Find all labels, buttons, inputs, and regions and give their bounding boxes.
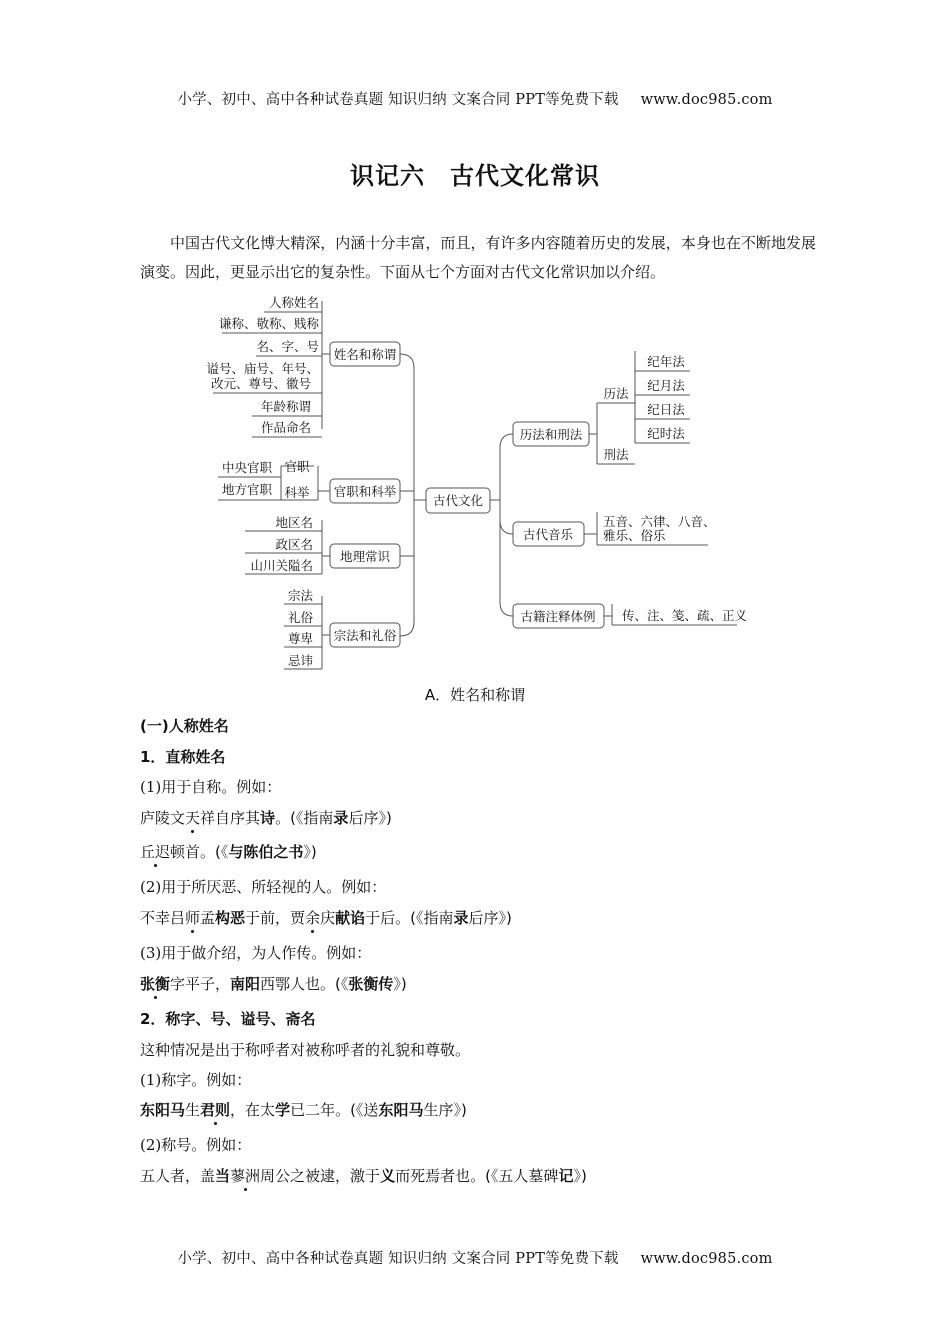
example-line <box>140 1099 820 1120</box>
leaf-label: 地方官职 <box>221 482 273 497</box>
text-run: 于前， <box>245 909 291 927</box>
paragraph: (1)称字。例如： <box>140 1071 252 1089</box>
leaf-label: 纪月法 <box>647 378 685 393</box>
branch-label: 官职和科举 <box>333 484 397 499</box>
text-run: 而死焉者也。(《五人墓碑 <box>395 1167 559 1185</box>
leaf-label: 传、注、笺、疏、正义 <box>622 608 748 623</box>
text-run: 顿首。(《 <box>170 843 229 861</box>
text-run: 》) <box>573 1167 587 1185</box>
text-run: 构恶 <box>215 909 246 927</box>
text-run: 西鄂人也。(《 <box>260 975 349 993</box>
text-run: 献谄 <box>335 909 366 927</box>
leaf-label: 改元、尊号、徽号 <box>210 376 311 391</box>
text-run: 五人者，盖 <box>140 1167 216 1185</box>
text-run: 南阳 <box>230 975 261 993</box>
text-run: 与陈伯之书 <box>228 843 304 861</box>
branch-label: 地理常识 <box>339 549 391 564</box>
section-heading-a: A．姓名和称谓 <box>424 686 526 704</box>
text-run: 庐陵 <box>140 809 171 827</box>
text-run: 于后。(《指南 <box>365 909 454 927</box>
text-run: 生 <box>185 1101 201 1119</box>
leaf-label: 五音、六律、八音、 <box>603 514 716 529</box>
leaf-label: 政区名 <box>275 537 313 552</box>
text-run: 录 <box>453 909 469 927</box>
leaf-label: 人称姓名 <box>268 295 319 310</box>
center-label: 古代文化 <box>432 493 484 508</box>
text-run: 后序》) <box>468 909 512 927</box>
leaf-label: 谥号、庙号、年号、 <box>206 361 319 376</box>
text-run: 。(《指南 <box>275 809 334 827</box>
paragraph: (2)用于所厌恶、所轻视的人。例如： <box>140 878 387 896</box>
text-run: 学 <box>275 1101 291 1119</box>
header-url[interactable]: www.doc985.com <box>640 92 773 108</box>
leaf-label: 山川关隘名 <box>250 558 313 573</box>
leaf-label: 尊卑 <box>287 631 313 646</box>
branch-label: 古代音乐 <box>522 527 574 542</box>
example-line <box>140 1165 820 1186</box>
example-line <box>140 973 820 994</box>
leaf-label: 中央官职 <box>221 460 273 475</box>
text-run: 张衡传 <box>348 975 394 993</box>
text-run: 当 <box>215 1167 231 1185</box>
text-run: 生序》) <box>423 1101 467 1119</box>
emphasis-run: 贾余庆 <box>290 909 336 927</box>
leaf-label: 礼俗 <box>287 610 313 625</box>
example-line <box>140 907 820 928</box>
example-line <box>140 841 820 862</box>
text-run: 自序其 <box>215 809 261 827</box>
text-run: 东阳马 <box>140 1101 186 1119</box>
emphasis-run: 文天祥 <box>170 809 216 827</box>
text-run: 诗 <box>260 809 276 827</box>
emphasis-run: 蓼洲 <box>230 1167 261 1185</box>
branch-label: 古籍注释体例 <box>520 609 596 624</box>
text-run: 东阳马 <box>378 1101 424 1119</box>
leaf-label: 谦称、敬称、贱称 <box>218 316 319 331</box>
text-run: 字平子， <box>170 975 231 993</box>
leaf-label: 名、字、号 <box>256 339 319 354</box>
text-run: ，在太 <box>230 1101 276 1119</box>
text-run: 》) <box>303 843 317 861</box>
leaf-label: 纪时法 <box>647 426 685 441</box>
branch-label: 历法和刑法 <box>519 427 583 442</box>
emphasis-run: 君则 <box>200 1101 231 1119</box>
heading-personal-names: (一)人称姓名 <box>140 717 229 735</box>
emphasis-run: 张衡 <box>140 975 171 993</box>
sub-label: 科举 <box>284 485 310 500</box>
leaf-label: 纪年法 <box>647 354 685 369</box>
text-run: 已二年。(《送 <box>290 1101 379 1119</box>
paragraph: (1)用于自称。例如： <box>140 778 282 796</box>
leaf-label: 纪日法 <box>647 402 685 417</box>
leaf-label: 忌讳 <box>287 653 313 668</box>
text-run: 录 <box>333 809 349 827</box>
emphasis-run: 吕师孟 <box>170 909 216 927</box>
header-text: 小学、初中、高中各种试卷真题 知识归纳 文案合同 PPT等免费下载 <box>177 92 619 108</box>
sub-label: 官职 <box>284 459 310 474</box>
sub-label: 刑法 <box>603 447 629 462</box>
sub-label: 历法 <box>603 386 629 401</box>
text-run: 义 <box>380 1167 396 1185</box>
leaf-label: 雅乐、俗乐 <box>603 528 666 543</box>
heading-courtesy-names: 2．称字、号、谥号、斋名 <box>140 1010 316 1028</box>
page-title: 识记六 古代文化常识 <box>350 162 600 190</box>
leaf-label: 年龄称谓 <box>260 399 311 414</box>
text-run: 不幸 <box>140 909 171 927</box>
text-run: 周公之被逮，激于 <box>260 1167 381 1185</box>
text-run: 》) <box>393 975 407 993</box>
branch-label: 宗法和礼俗 <box>333 628 397 643</box>
leaf-label: 地区名 <box>275 515 313 530</box>
paragraph: (3)用于做介绍，为人作传。例如： <box>140 944 372 962</box>
footer-text: 小学、初中、高中各种试卷真题 知识归纳 文案合同 PPT等免费下载 <box>177 1251 619 1267</box>
example-line <box>140 807 820 828</box>
paragraph: (2)称号。例如： <box>140 1136 252 1154</box>
branch-label: 姓名和称谓 <box>333 347 397 362</box>
heading-direct-names: 1．直称姓名 <box>140 748 226 766</box>
text-run: 记 <box>558 1167 574 1185</box>
page-footer <box>0 1247 950 1268</box>
paragraph: 这种情况是出于称呼者对被称呼者的礼貌和尊敬。 <box>140 1041 471 1059</box>
leaf-label: 作品命名 <box>260 420 311 435</box>
leaf-label: 宗法 <box>287 588 313 603</box>
intro-paragraph: 中国古代文化博大精深，内涵十分丰富，而且，有许多内容随着历史的发展，本身也在不断地发展演变。因此，更显示出它的复杂性。下面从七个方面对古代文化常识加以介绍。 <box>140 234 816 281</box>
emphasis-run: 丘迟 <box>140 843 171 861</box>
text-run: 后序》) <box>348 809 392 827</box>
footer-url[interactable]: www.doc985.com <box>640 1251 773 1267</box>
